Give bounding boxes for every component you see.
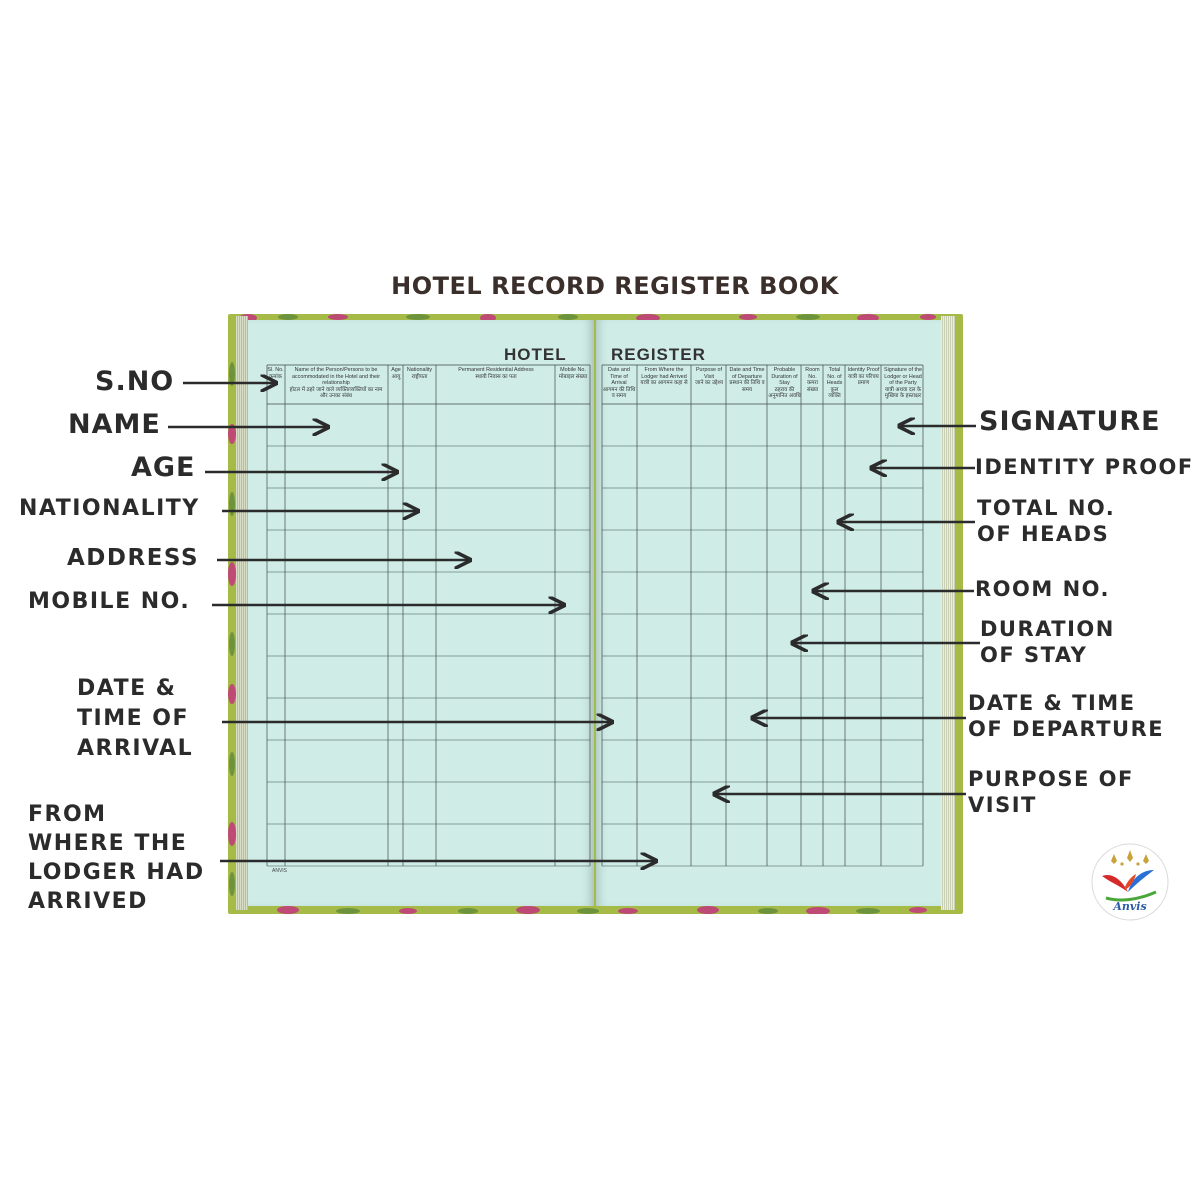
col-header-mobile: Mobile No. मोबाइल संख्या xyxy=(558,367,588,380)
col-header-heads: Total No. of Heads कुल व्यक्ति xyxy=(826,367,843,399)
label-arrival: DATE & TIME OF ARRIVAL xyxy=(77,676,194,761)
col-header-name: Name of the Person/Persons to be accommodated in the Hotel and their relationship होटल में ठहरे जाने वाले व्यक्ति/व्यक्तियों का नाम और उनका संबंध xyxy=(289,367,383,399)
page-title: HOTEL RECORD REGISTER BOOK xyxy=(391,272,839,300)
col-header-age: Age आयु xyxy=(391,367,401,380)
register-heading-right: REGISTER xyxy=(611,345,706,364)
label-sno: S.NO xyxy=(95,366,175,397)
label-age: AGE xyxy=(131,452,196,483)
col-header-signature: Signature of the Lodger or Head of the Party यात्री अथवा दल के मुखिया के हस्ताक्षर xyxy=(883,367,923,399)
label-departure: DATE & TIME OF DEPARTURE xyxy=(968,691,1165,741)
label-purpose: PURPOSE OF VISIT xyxy=(968,767,1134,817)
col-header-purpose: Purpose of Visit जाने का उद्देश्य xyxy=(695,367,723,386)
label-mobile: MOBILE NO. xyxy=(28,589,191,614)
register-brand: ANVIS xyxy=(272,868,288,874)
label-from-where: FROM WHERE THE LODGER HAD ARRIVED xyxy=(28,802,205,914)
label-duration: DURATION OF STAY xyxy=(980,617,1115,667)
col-header-from-where: From Where the Lodger had Arrived यात्री का आगमन कहा से xyxy=(640,367,688,386)
col-header-duration: Probable Duration of Stay ठहराव की अनुमानित अवधि xyxy=(768,367,801,399)
col-header-identity: Identity Proof यात्री का परिचय प्रमाण xyxy=(847,367,880,386)
label-name: NAME xyxy=(68,409,161,440)
col-header-nationality: Nationality राष्ट्रीयता xyxy=(406,367,433,380)
anvis-logo xyxy=(1090,842,1170,922)
col-header-room: Room No. कमरा संख्या xyxy=(805,367,820,393)
label-total-heads: TOTAL NO. OF HEADS xyxy=(977,496,1116,546)
label-signature: SIGNATURE xyxy=(979,406,1161,437)
register-heading-left: HOTEL xyxy=(504,345,567,364)
label-identity-proof: IDENTITY PROOF xyxy=(975,455,1194,479)
label-nationality: NATIONALITY xyxy=(19,496,200,521)
col-header-sno: Sl. No. क्रमांक xyxy=(267,367,284,380)
col-header-address: Permanent Residential Address स्थायी निवास का पता xyxy=(458,367,534,380)
col-header-departure: Date and Time of Departure प्रस्थान की तिथि व समय xyxy=(729,367,765,393)
col-header-arrival: Date and Time of Arrival आगमन की तिथि व समय xyxy=(602,367,636,399)
label-address: ADDRESS xyxy=(67,545,200,571)
logo-text: Anvis xyxy=(1113,900,1147,913)
label-room-no: ROOM NO. xyxy=(975,577,1111,601)
